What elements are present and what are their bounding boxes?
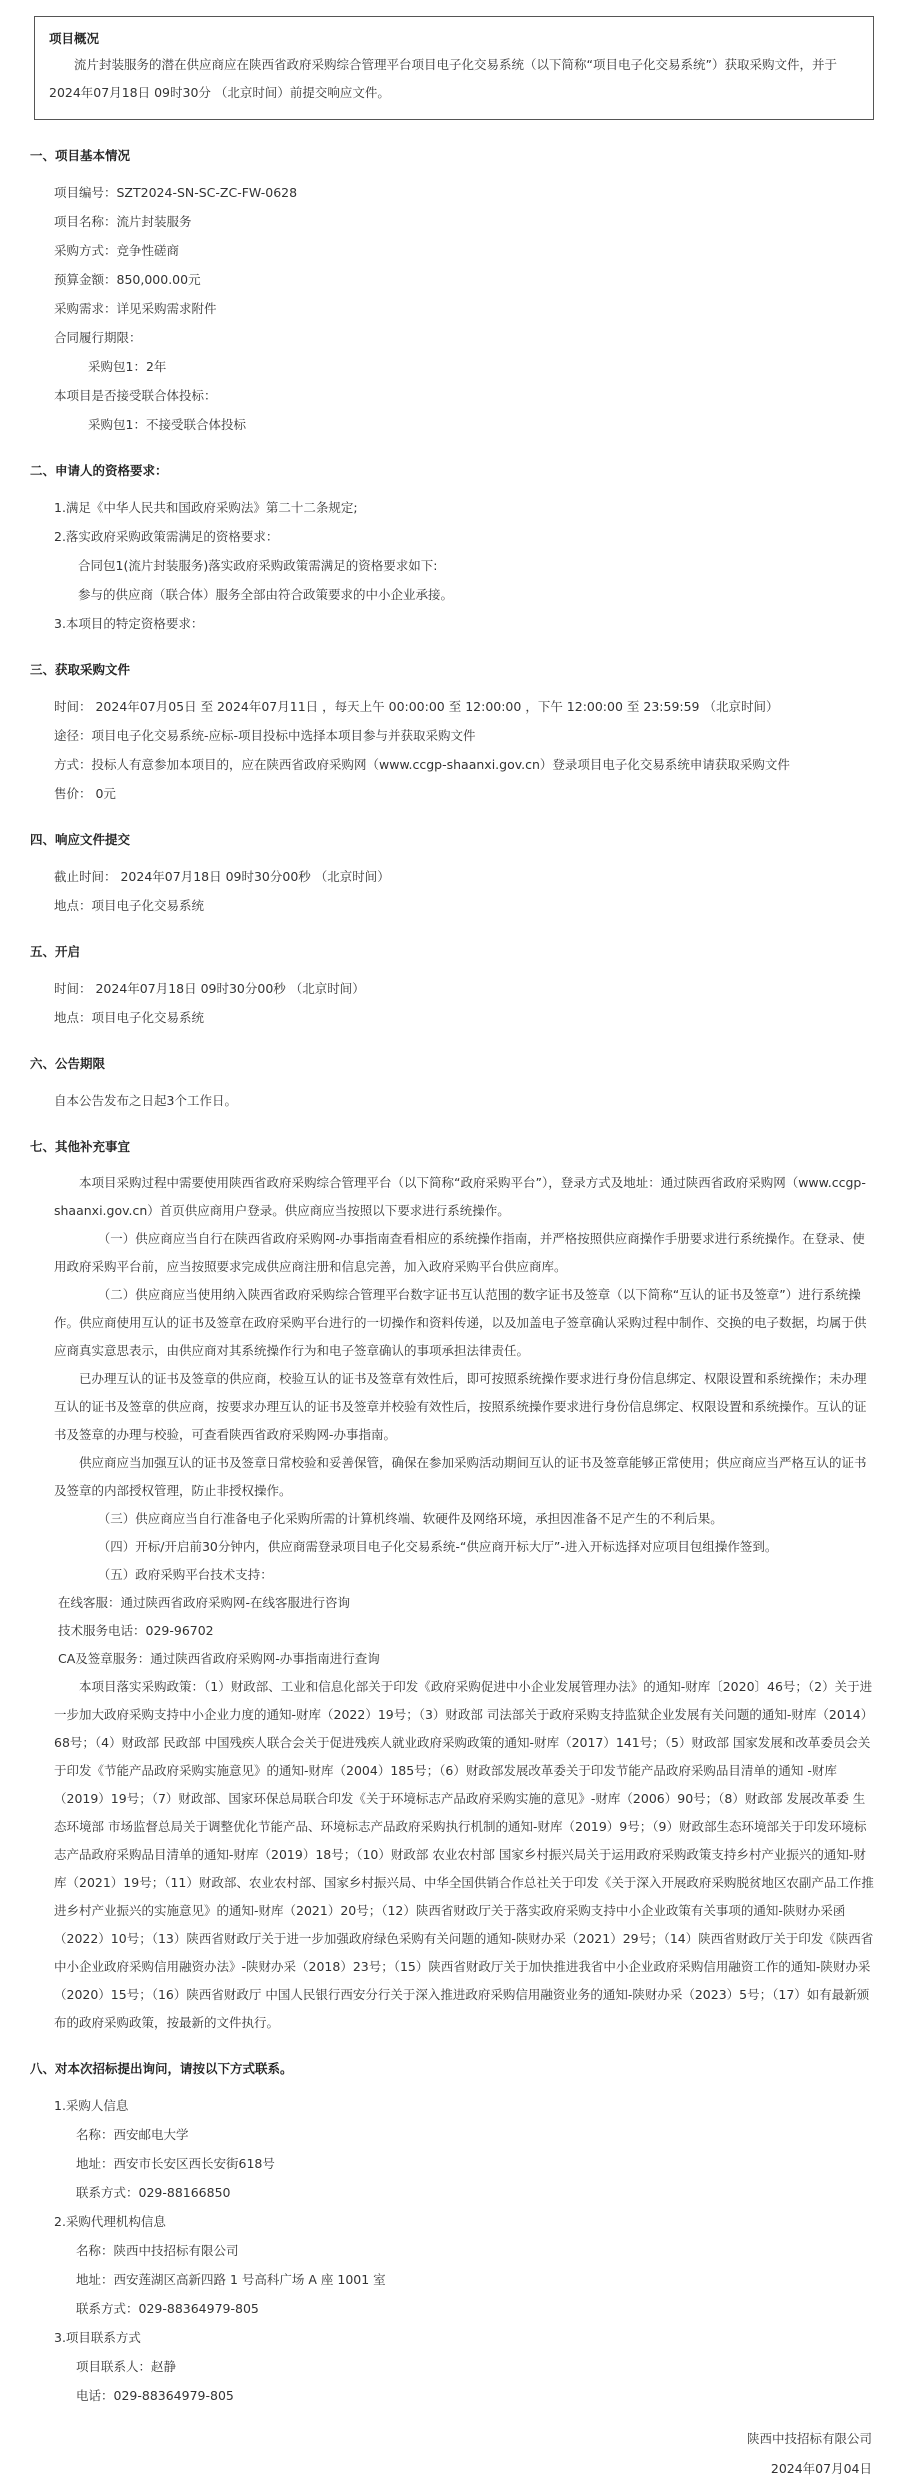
certificate-binding-paragraph: 已办理互认的证书及签章的供应商，校验互认的证书及签章有效性后，即可按照系统操作要求进行身份信息绑定、权限设置和系统操作；未办理互认的证书及签章的供应商，按要求办理互认的证书及签章并校验有效性后，按照系统操作要求进行身份信息绑定、权限设置和系统操作。互认的证书及签章的办理与校验，可查看陕西省政府采购网-办事指南。 (54, 1371, 867, 1442)
project-contact-name: 项目联系人：赵静 (76, 2359, 177, 2374)
buyer-name: 名称：西安邮电大学 (76, 2127, 189, 2142)
certificate-management-paragraph: 供应商应当加强互认的证书及签章日常校验和妥善保管，确保在参加采购活动期间互认的证书及签章能够正常使用；供应商应当严格互认的证书及签章的内部授权管理，防止非授权操作。 (54, 1455, 867, 1498)
agent-info-heading: 2.采购代理机构信息 (54, 2214, 166, 2229)
section-title-qualification: 二、申请人的资格要求： (30, 463, 168, 478)
consortium-package: 采购包1：不接受联合体投标 (88, 417, 246, 432)
policy-paragraph: 本项目落实采购政策：（1）财政部、工业和信息化部关于印发《政府采购促进中小企业发展管理办法》的通知-财库〔2020〕46号；（2）关于进一步加大政府采购支持中小企业力度的通知-财库（2022）19号；（3）财政部 司法部关于政府采购支持监狱企业发展有关问题的通知-财库（2014）68号；（4）财政部 民政部 中国残疾人联合会关于促进残疾人就业政府采购政策的通知-财库（2017）141号；（5）财政部 国家发展和改革委员会关于印发《节能产品政府采购实施意见》的通知-财库（2004）185号；（6）财政部发展改革委关于印发节能产品政府采购品目清单的通知 -财库（2019）19号；（7）财政部、国家环保总局联合印发《关于环境标志产品政府采购实施的意见》-财库（2006）90号；（8）财政部 发展改革委 生态环境部 市场监督总局关于调整优化节能产品、环境标志产品政府采购执行机制的通知-财库（2019）9号；（9）财政部生态环境部关于印发环境标志产品政府采购品目清单的通知-财库（2019）18号；（10）财政部 农业农村部 国家乡村振兴局关于运用政府采购政策支持乡村产业振兴的通知-财库（2021）19号；（11）财政部、农业农村部、国家乡村振兴局、中华全国供销合作总社关于印发《关于深入开展政府采购脱贫地区农副产品工作推进乡村产业振兴的实施意见》的通知-财库（2021）20号；（12）陕西省财政厅关于落实政府采购支持中小企业政策有关事项的通知-陕财办采函（2022）10号；（13）陕西省财政厅关于进一步加强政府绿色采购有关问题的通知-陕财办采（2021）29号；（14）陕西省财政厅关于印发《陕西省中小企业政府采购信用融资办法》-陕财办采（2018）23号；（15）陕西省财政厅关于加快推进我省中小企业政府采购信用融资工作的通知-陕财办采（2020）15号；（16）陕西省财政厅 中国人民银行西安分行关于深入推进政府采购信用融资业务的通知-陕财办采（2023）5号；（17）如有最新颁布的政府采购政策，按最新的文件执行。 (54, 1679, 874, 2030)
section-title-announcement-period: 六、公告期限 (30, 1056, 106, 1071)
contract-period-package: 采购包1：2年 (88, 359, 167, 374)
section-title-opening: 五、开启 (30, 944, 81, 959)
procurement-method: 采购方式：竞争性磋商 (54, 243, 180, 258)
project-contact-heading: 3.项目联系方式 (54, 2330, 141, 2345)
announcement-content (14, 146, 892, 2484)
signature-org: 陕西中技招标有限公司 (746, 2431, 872, 2446)
section-title-get-documents: 三、获取采购文件 (30, 662, 131, 677)
qualification-item-2: 2.落实政府采购政策需满足的资格要求： (54, 529, 279, 544)
opening-location: 地点：项目电子化交易系统 (54, 1010, 205, 1025)
overview-text: 流片封装服务的潜在供应商应在陕西省政府采购综合管理平台项目电子化交易系统（以下简称“项目电子化交易系统”）获取采购文件，并于 2024年07月18日 09时30分 （北京时间）前提交响应文件。 (49, 57, 837, 100)
agent-address: 地址：西安莲湖区高新四路 1 号高科广场 A 座 1001 室 (76, 2272, 386, 2287)
signature-date: 2024年07月04日 (770, 2461, 872, 2476)
qualification-package-req: 合同包1(流片封装服务)落实政府采购政策需满足的资格要求如下: (78, 558, 438, 573)
buyer-phone: 联系方式：029-88166850 (76, 2185, 231, 2200)
online-service: 在线客服：通过陕西省政府采购网-在线客服进行咨询 (58, 1595, 351, 1610)
section-title-other-matters: 七、其他补充事宜 (30, 1139, 131, 1154)
document-price: 售价： 0元 (54, 786, 116, 801)
document-channel: 途径：项目电子化交易系统-应标-项目投标中选择本项目参与并获取采购文件 (54, 728, 476, 743)
qualification-item-1: 1.满足《中华人民共和国政府采购法》第二十二条规定; (54, 500, 358, 515)
platform-guide-paragraph: （一）供应商应当自行在陕西省政府采购网-办事指南查看相应的系统操作指南，并严格按照供应商操作手册要求进行系统操作。在登录、使用政府采购平台前，应当按照要求完成供应商注册和信息完善，加入政府采购平台供应商库。 (54, 1231, 865, 1274)
tech-support-heading: （五）政府采购平台技术支持： (97, 1567, 273, 1582)
submission-location: 地点：项目电子化交易系统 (54, 898, 205, 913)
document-method: 方式：投标人有意参加本项目的，应在陕西省政府采购网（www.ccgp-shaanxi.gov.cn）登录项目电子化交易系统申请获取采购文件 (54, 757, 790, 772)
buyer-info-heading: 1.采购人信息 (54, 2098, 129, 2113)
budget-amount: 预算金额：850,000.00元 (54, 272, 201, 287)
project-number: 项目编号：SZT2024-SN-SC-ZC-FW-0628 (54, 185, 298, 200)
sign-in-paragraph: （四）开标/开启前30分钟内，供应商需登录项目电子化交易系统-“供应商开标大厅”-进入开标选择对应项目包组操作签到。 (97, 1539, 778, 1554)
agent-name: 名称：陕西中技招标有限公司 (76, 2243, 239, 2258)
project-overview-box (34, 16, 874, 120)
equipment-paragraph: （三）供应商应当自行准备电子化采购所需的计算机终端、软硬件及网络环境，承担因准备不足产生的不利后果。 (97, 1511, 723, 1526)
qualification-sme-req: 参与的供应商（联合体）服务全部由符合政策要求的中小企业承接。 (78, 587, 454, 602)
document-time: 时间： 2024年07月05日 至 2024年07月11日 ，每天上午 00:00:00 至 12:00:00 ，下午 12:00:00 至 23:59:59 （北京时间） (54, 699, 779, 714)
certificate-paragraph: （二）供应商应当使用纳入陕西省政府采购综合管理平台数字证书互认范围的数字证书及签章（以下简称“互认的证书及签章”）进行系统操作。供应商使用互认的证书及签章在政府采购平台进行的一切操作和资料传递，以及加盖电子签章确认采购过程中制作、交换的电子数据，均属于供应商真实意思表示，由供应商对其系统操作行为和电子签章确认的事项承担法律责任。 (54, 1287, 867, 1358)
procurement-requirement: 采购需求：详见采购需求附件 (54, 301, 217, 316)
consortium-question: 本项目是否接受联合体投标： (54, 388, 217, 403)
platform-intro-paragraph: 本项目采购过程中需要使用陕西省政府采购综合管理平台（以下简称“政府采购平台”），登录方式及地址：通过陕西省政府采购网（www.ccgp-shaanxi.gov.cn）首页供应商用户登录。供应商应当按照以下要求进行系统操作。 (54, 1175, 866, 1218)
announcement-period: 自本公告发布之日起3个工作日。 (54, 1093, 237, 1108)
overview-title: 项目概况 (49, 31, 100, 46)
section-title-contact: 八、对本次招标提出询问，请按以下方式联系。 (30, 2061, 293, 2076)
project-contact-phone: 电话：029-88364979-805 (76, 2388, 234, 2403)
buyer-address: 地址：西安市长安区西长安街618号 (76, 2156, 275, 2171)
tech-service-phone: 技术服务电话：029-96702 (58, 1623, 214, 1638)
qualification-item-3: 3.本项目的特定资格要求： (54, 616, 204, 631)
project-name: 项目名称：流片封装服务 (54, 214, 192, 229)
contract-period-label: 合同履行期限： (54, 330, 142, 345)
opening-time: 时间： 2024年07月18日 09时30分00秒 （北京时间） (54, 981, 365, 996)
ca-service: CA及签章服务：通过陕西省政府采购网-办事指南进行查询 (58, 1651, 380, 1666)
submission-deadline: 截止时间： 2024年07月18日 09时30分00秒 （北京时间） (54, 869, 390, 884)
agent-phone: 联系方式：029-88364979-805 (76, 2301, 259, 2316)
section-title-submission: 四、响应文件提交 (30, 832, 131, 847)
section-title-basic-info: 一、项目基本情况 (30, 148, 131, 163)
